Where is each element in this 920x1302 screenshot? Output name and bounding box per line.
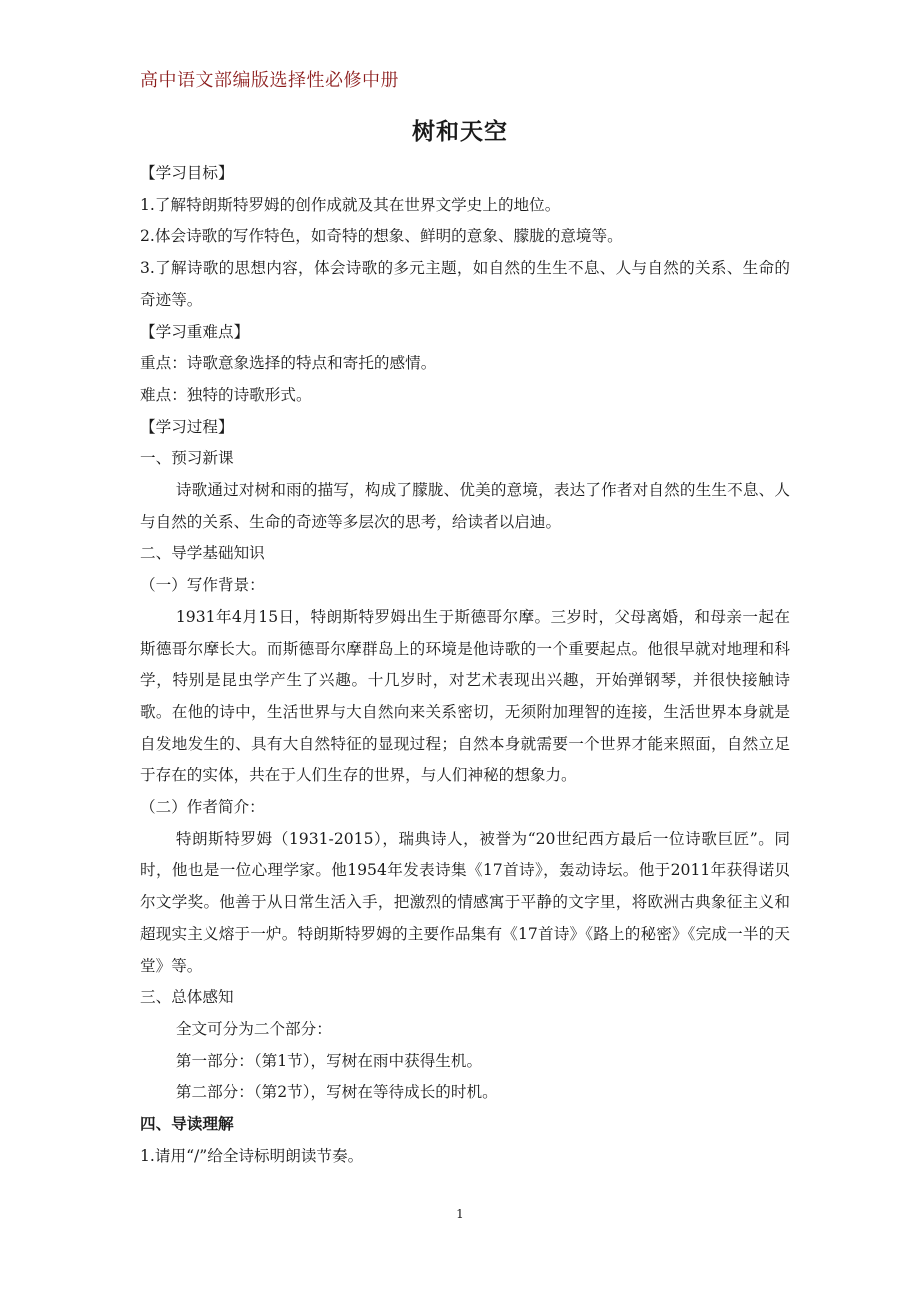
focus-text: 重点：诗歌意象选择的特点和寄托的感情。	[140, 354, 437, 373]
overall-line: 第二部分：（第2节），写树在等待成长的时机。	[175, 1083, 498, 1102]
overall-heading: 三、总体感知	[140, 988, 234, 1007]
overall-line: 第一部分：（第1节），写树在雨中获得生机。	[175, 1051, 483, 1070]
page-number: 1	[456, 1207, 464, 1221]
difficulty-text: 难点：独特的诗歌形式。	[140, 385, 312, 404]
overall-line: 全文可分为二个部分：	[175, 1019, 332, 1038]
document-body	[140, 158, 790, 1173]
author-heading: （二）作者简介：	[140, 798, 265, 817]
background-heading: （一）写作背景：	[140, 576, 265, 595]
process-heading: 【学习过程】	[140, 417, 234, 436]
reading-heading: 四、导读理解	[140, 1115, 234, 1134]
goal-item: 3.了解诗歌的思想内容，体会诗歌的多元主题，如自然的生生不息、人与自然的关系、生命的奇迹等。	[140, 259, 790, 309]
background-paragraph: 1931年4月15日，特朗斯特罗姆出生于斯德哥尔摩。三岁时，父母离婚，和母亲一起在斯德哥尔摩长大。而斯德哥尔摩群岛上的环境是他诗歌的一个重要起点。他很早就对地理和科学，特别是昆虫学产生了兴趣。十几岁时，对艺术表现出兴趣，开始弹钢琴，并很快接触诗歌。在他的诗中，生活世界与大自然向来关系密切，无须附加理智的连接，生活世界本身就是自发地发生的、具有大自然特征的显现过程；自然本身就需要一个世界才能来照面，自然立足于存在的实体，共在于人们生存的世界，与人们神秘的想象力。	[140, 607, 790, 785]
question-1: 1.请用“/”给全诗标明朗读节奏。	[140, 1146, 364, 1165]
goal-item: 1.了解特朗斯特罗姆的创作成就及其在世界文学史上的地位。	[140, 195, 561, 214]
goals-heading: 【学习目标】	[140, 164, 234, 182]
author-paragraph: 特朗斯特罗姆（1931-2015），瑞典诗人，被誉为“20世纪西方最后一位诗歌巨匠”。同时，他也是一位心理学家。他1954年发表诗集《17首诗》，轰动诗坛。他于2011年获得诺贝尔文学奖。他善于从日常生活入手，把激烈的情感寓于平静的文字里，将欧洲古典象征主义和超现实主义熔于一炉。特朗斯特罗姆的主要作品集有《17首诗》《路上的秘密》《完成一半的天堂》等。	[140, 829, 790, 975]
preview-paragraph: 诗歌通过对树和雨的描写，构成了朦胧、优美的意境，表达了作者对自然的生生不息、人与自然的关系、生命的奇迹等多层次的思考，给读者以启迪。	[140, 481, 790, 531]
course-header: 高中语文部编版选择性必修中册	[140, 70, 399, 91]
basics-heading: 二、导学基础知识	[140, 544, 265, 563]
goal-item: 2.体会诗歌的写作特色，如奇特的想象、鲜明的意象、朦胧的意境等。	[140, 227, 623, 246]
preview-heading: 一、预习新课	[140, 449, 234, 468]
page-title: 树和天空	[412, 119, 508, 145]
key-points-heading: 【学习重难点】	[140, 322, 250, 341]
